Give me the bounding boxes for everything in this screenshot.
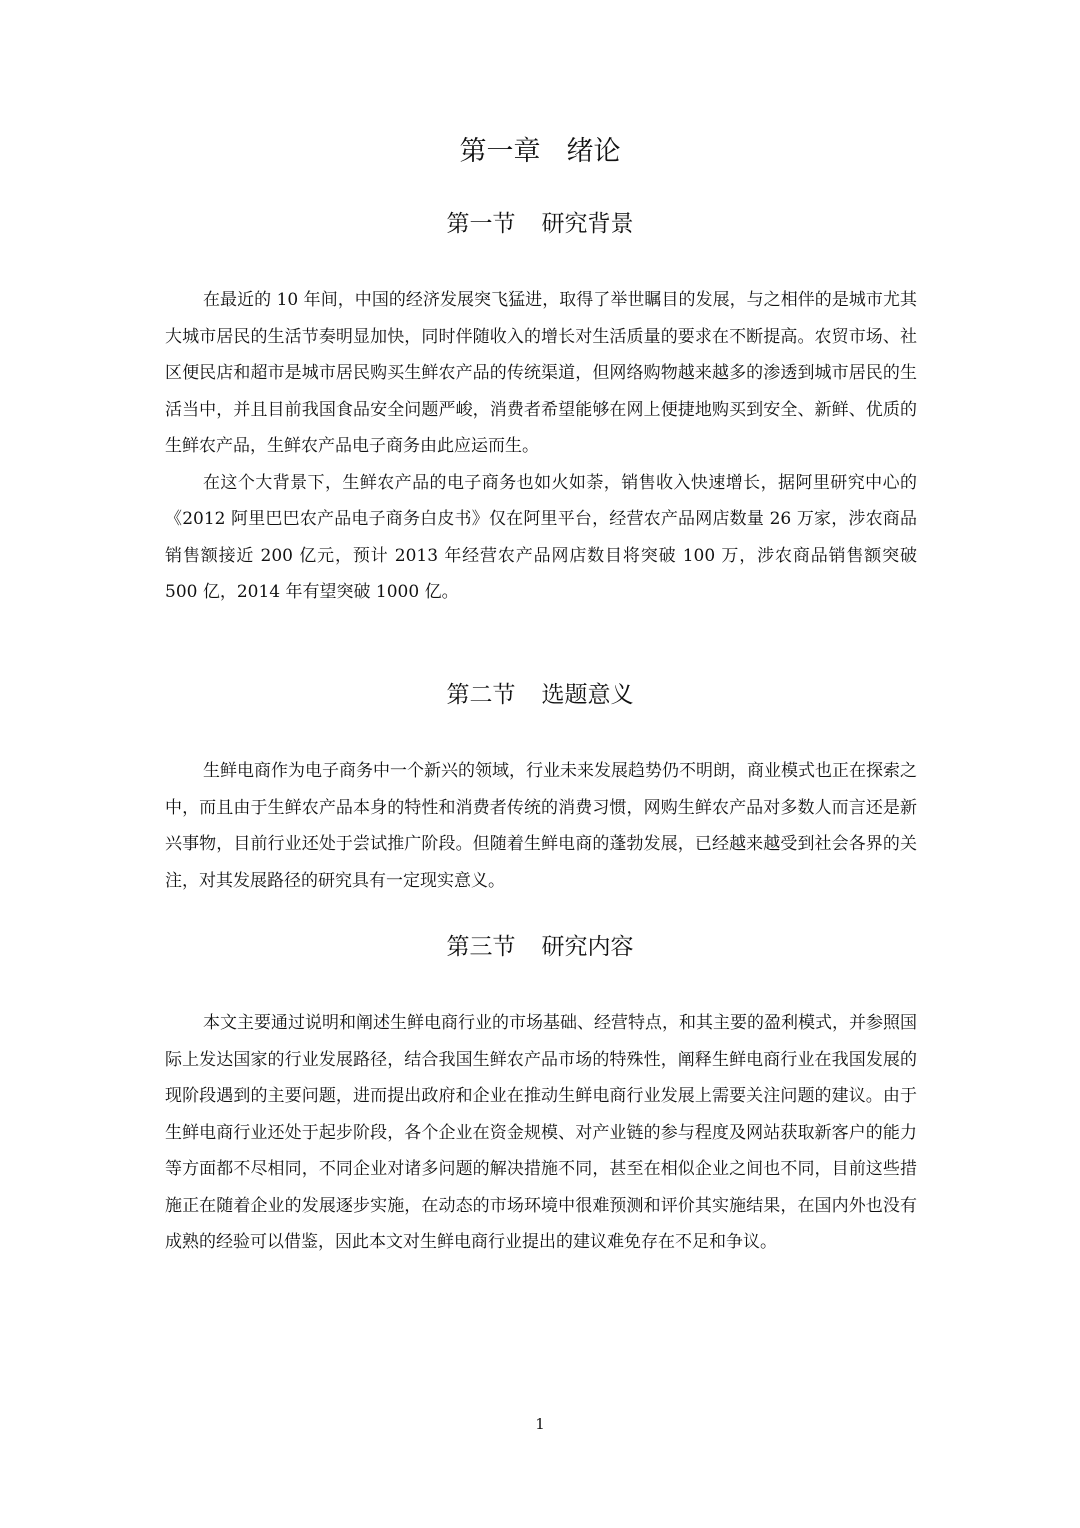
paragraph: 在这个大背景下，生鲜农产品的电子商务也如火如荼，销售收入快速增长，据阿里研究中心的《2012 阿里巴巴农产品电子商务白皮书》仅在阿里平台，经营农产品网店数量 26 万家，涉农商品销售额接近 200 亿元，预计 2013 年经营农产品网店数目将突破 100 万，涉农商品销售额突破 500 亿，2014 年有望突破 1000 亿。 [165,472,917,602]
paragraph: 在最近的 10 年间，中国的经济发展突飞猛进，取得了举世瞩目的发展，与之相伴的是城市尤其大城市居民的生活节奏明显加快，同时伴随收入的增长对生活质量的要求在不断提高。农贸市场、社区便民店和超市是城市居民购买生鲜农产品的传统渠道，但网络购物越来越多的渗透到城市居民的生活当中，并且目前我国食品安全问题严峻，消费者希望能够在网上便捷地购买到安全、新鲜、优质的生鲜农产品，生鲜农产品电子商务由此应运而生。 [165,290,917,456]
section-body-background [165,282,917,611]
chapter-name: 绪论 [566,136,621,167]
chapter-number: 第一章 [459,136,541,167]
section-body-content [165,1005,917,1261]
section-name: 选题意义 [541,682,634,708]
chapter-title [0,132,1080,172]
section-body-significance [165,753,917,899]
section-heading-background [0,206,1080,242]
paragraph: 本文主要通过说明和阐述生鲜电商行业的市场基础、经营特点，和其主要的盈利模式，并参照国际上发达国家的行业发展路径，结合我国生鲜农产品市场的特殊性，阐释生鲜电商行业在我国发展的现阶段遇到的主要问题，进而提出政府和企业在推动生鲜电商行业发展上需要关注问题的建议。由于生鲜电商行业还处于起步阶段，各个企业在资金规模、对产业链的参与程度及网站获取新客户的能力等方面都不尽相同，不同企业对诸多问题的解决措施不同，甚至在相似企业之间也不同，目前这些措施正在随着企业的发展逐步实施，在动态的市场环境中很难预测和评价其实施结果，在国内外也没有成熟的经验可以借鉴，因此本文对生鲜电商行业提出的建议难免存在不足和争议。 [165,1013,917,1252]
section-heading-significance [0,677,1080,713]
page-number: 1 [535,1415,545,1433]
section-name: 研究内容 [541,934,634,960]
section-heading-content [0,929,1080,965]
section-number: 第三节 [446,934,516,960]
section-name: 研究背景 [541,211,634,237]
paragraph: 生鲜电商作为电子商务中一个新兴的领域，行业未来发展趋势仍不明朗，商业模式也正在探索之中，而且由于生鲜农产品本身的特性和消费者传统的消费习惯，网购生鲜农产品对多数人而言还是新兴事物，目前行业还处于尝试推广阶段。但随着生鲜电商的蓬勃发展，已经越来越受到社会各界的关注，对其发展路径的研究具有一定现实意义。 [165,761,917,891]
section-number: 第一节 [446,211,516,237]
section-number: 第二节 [446,682,516,708]
